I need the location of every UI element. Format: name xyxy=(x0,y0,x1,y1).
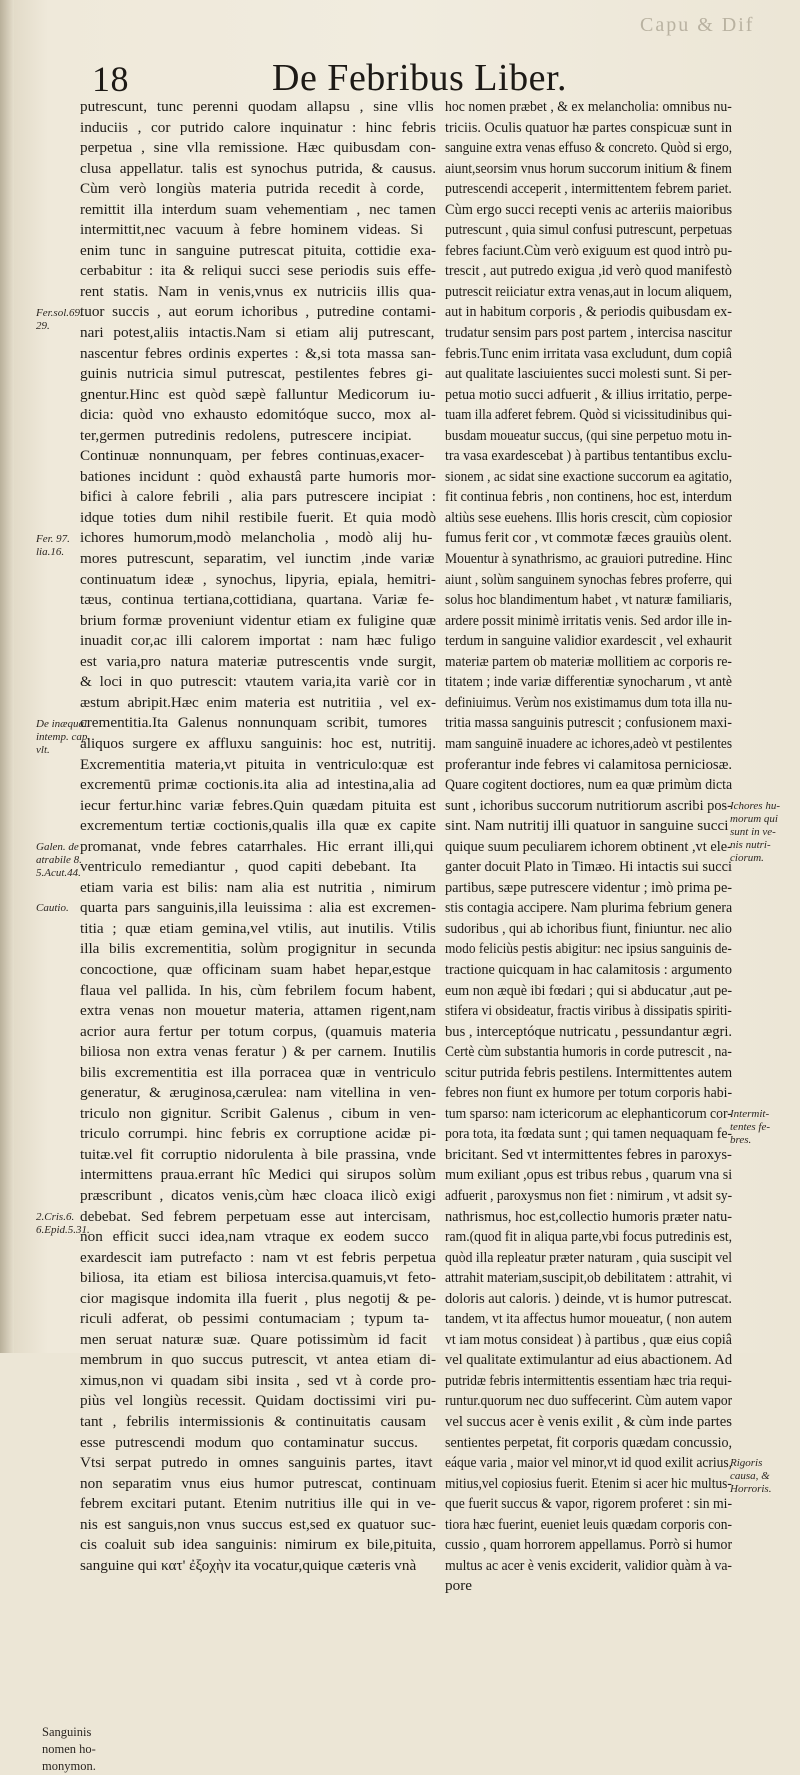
text-line: stifera vi obsideatur, fractis viribus à dissipatis spiriti- xyxy=(445,1002,732,1020)
text-line: riculi adferat, ob pessimi contumaciam ; typum ta- xyxy=(80,1310,430,1328)
text-line: triculo non gignitur. Scribit Galenus , cibum in ven- xyxy=(80,1104,436,1122)
text-line: proferantur inde febres vi calamitosa perniciosæ. xyxy=(445,755,733,773)
text-line: pora tota, ita fœdata sunt ; qui tamen nequaquam fe- xyxy=(445,1125,733,1143)
text-line: multus ac acer è venis exciderit, validior quàm à va- xyxy=(445,1556,732,1574)
text-line: tractione quicquam in hac calamitosis : argumento xyxy=(445,960,732,978)
text-line: partibus, sæpe putrescere videntur ; imò prima pe- xyxy=(445,878,733,896)
text-line: extra venas non mouetur materia, attamen rigent,nam xyxy=(80,1002,436,1020)
margin-note: Galen. de atrabile 8. 5.Acut.44. xyxy=(36,840,82,879)
text-line: titatem ; inde variæ differentiæ synocharum , vt antè xyxy=(445,673,732,691)
text-line: non separatim vnus eius humor putrescat, continuam xyxy=(80,1474,437,1492)
text-line: aliquos surgere ex affluxu sanguinis: hoc est, nutritij. xyxy=(80,734,436,752)
margin-note: Rigoris causa, & Horroris. xyxy=(730,1457,772,1496)
text-line: men seruat naturæ suæ. Quare potissimùm id facit xyxy=(80,1330,427,1348)
text-line: febres non fiunt ex humore per totum corporis habi- xyxy=(445,1084,733,1102)
text-line: definiuimus. Verùm nos existimamus dum tota illa nu- xyxy=(445,693,733,711)
text-line: aiunt , solùm sanguinem synochas febres proferre, qui xyxy=(445,570,733,588)
text-line: tum sparso: nam ictericorum ac elephanticorum cor- xyxy=(445,1104,732,1122)
text-line: bationes incidunt : quòd exhaustâ parte humoris mor- xyxy=(80,467,436,485)
text-line: præscribunt , dicatos venis,cùm hæc cloaca ilicò exigi xyxy=(80,1186,436,1204)
text-line: nathrismus, hoc est,collectio humoris præter natu- xyxy=(445,1207,733,1225)
text-line: idque toties dum nihil restibile fuerit. Et quia modò xyxy=(80,508,437,526)
text-line: fit continua febris , non continens, hoc est, interdum xyxy=(445,488,732,506)
margin-note: Intermit- tentes fe- bres. xyxy=(730,1107,771,1146)
text-line: sanguine extra venas effuso & concreto. Quòd si ergo, xyxy=(445,139,733,157)
text-line: runtur.quorum nec duo suffecerint. Cùm autem vapor xyxy=(445,1392,733,1410)
text-line: titia ; quæ etiam gemina,vel vtilis, aut inutilis. Vtilis xyxy=(80,919,436,937)
text-line: est varia,pro natura materiæ putrescentis vnde surgit, xyxy=(80,652,437,670)
text-line: ventriculo remediantur , quod capiti debebant. Ita xyxy=(80,858,417,876)
text-line: guinis nutricia simul putrescat, pestilentes febres gi- xyxy=(80,365,433,383)
gutter-shadow xyxy=(0,0,14,1353)
margin-note: De inæqual. intemp. cap. vlt. xyxy=(36,717,91,756)
text-line: esse putrescendi modum quo contaminatur succus. xyxy=(80,1433,418,1451)
text-line: non efficit succi idea,nam vtraque ex eodem succo xyxy=(80,1228,429,1246)
text-line: aiunt,seorsim vnus horum succorum initium & finem xyxy=(445,159,732,177)
text-line: illa bilis excrementitia, solùm progignitur in secunda xyxy=(80,940,437,958)
text-line: sionem , ac sidat sine exactione succorum ea agitatio, xyxy=(445,467,733,485)
text-line: pore xyxy=(445,1577,472,1595)
text-line: doloris aut caloris. ) deinde, vt is humor putrescat. xyxy=(445,1289,732,1307)
margin-note: Ichores hu- morum qui sunt in ve- nis nutri- ciorum. xyxy=(730,799,780,864)
text-line: promanat, vnde febres catarrhales. Hic errant illi,qui xyxy=(80,837,434,855)
margin-note: Cautio. xyxy=(36,902,69,915)
text-line: induciis , cor putrido calore inquinatur : hinc febris xyxy=(80,118,436,136)
text-line: altiùs sese euehens. Illis horis crescit, cùm copiosior xyxy=(445,508,733,526)
text-line: stis contagia accipere. Nam plurima febrium genera xyxy=(445,899,733,917)
text-line: cussio , quam horrorem appellamus. Porrò si humor xyxy=(445,1536,733,1554)
text-line: bifici à calore febrili , alia pars putrescere incipiat : xyxy=(80,488,436,506)
text-line: nis est sanguis,non vnus succus est,sed ex quatuor suc- xyxy=(80,1515,436,1533)
text-line: vel succus acer è venis exilit , & cùm inde partes xyxy=(445,1413,732,1430)
text-line: quòd illa repleatur præter naturam , quia suscipit vel xyxy=(445,1248,733,1266)
text-line: & loci in quo putrescit: vtautem varia,ita variè cor in xyxy=(80,673,436,691)
text-line: tant , febrilis intermissionis & continuitatis causam xyxy=(80,1413,427,1430)
text-line: tuam illa adferet febrem. Quòd si vicissitudinibus qui- xyxy=(445,406,732,424)
text-line: sanguine qui κατ' ἐξοχὴν ita vocatur,quique cæteris vnà xyxy=(80,1556,417,1574)
text-line: generatur, & æruginosa,cærulea: nam vitellina in ven- xyxy=(80,1084,437,1102)
text-line: febris.Tunc enim irritata vasa excludunt, dum copiâ xyxy=(445,344,732,362)
text-line: triculo corrumpi. hinc febris ex corruptione acidæ pi- xyxy=(80,1125,437,1143)
text-line: putrescendi acceperit , intermittentem febrem pariet. xyxy=(445,180,732,198)
text-line: bus , interceptóque nutricatu , pessundantur ægri. xyxy=(445,1022,733,1040)
text-line: putrescunt , quia simul confusi putrescunt, perpetuas xyxy=(445,221,733,239)
text-line: remittit illa interdum suam vehementiam , nec tamen xyxy=(80,200,437,218)
text-line: Certè cùm substantia humoris in corde putrescit , na- xyxy=(445,1043,732,1061)
text-line: mam sanguinē inuadere ac ichores,adeò vt pestilentes xyxy=(445,734,733,752)
text-line: clusa appellatur. talis est synochus putrida, & causus. xyxy=(80,159,436,177)
text-line: biliosa non extra venas feratur ) & per carnem. Inutilis xyxy=(80,1043,437,1061)
text-line: mitius,vel copiosius fuerit. Etenim si acer hic multus- xyxy=(445,1474,732,1492)
text-line: putrescit reiiciatur extra venas,aut in locum aliquem, xyxy=(445,282,733,300)
text-line: aut qualitate lasciuientes succi molesti sunt. Si per- xyxy=(445,365,732,383)
text-line: trescit , aut putredo exigua ,id verò quod manifestò xyxy=(445,262,732,280)
text-line: cior magisque indomita illa fuerit , plus negotij & pe- xyxy=(80,1289,437,1307)
text-line: etiam varia est bilis: nam alia est nutritia , nimirum xyxy=(80,878,436,896)
text-line: putridæ febris intermittentis essentiam hæc tria requi- xyxy=(445,1371,732,1389)
text-line: intermittens praua.errant hîc Medici qui sirupos solùm xyxy=(80,1166,436,1184)
text-line: Cùm verò longiùs materia putrida recedit à corde, xyxy=(80,180,424,198)
text-line: gnentur.Hinc est quòd sæpè falluntur Medicorum iu- xyxy=(80,385,436,403)
text-line: petua motio succi adfuerit , & illius irritatio, perpe- xyxy=(445,385,732,403)
text-line: busdam moueatur succus, (qui sine perpetuo motu in- xyxy=(445,426,732,444)
text-line: continuatum ideæ , synochus, lipyria, epiala, hemitri- xyxy=(80,570,436,588)
text-line: Mouentur à synathrismo, ac grauiori putredine. Hinc xyxy=(445,550,733,568)
text-line: eum non æquè ibi fœdari ; qui si abducatur ,aut pe- xyxy=(445,981,733,999)
text-line: triciis. Oculis quatuor hæ partes conspicuæ sunt in xyxy=(445,118,732,136)
text-line: terdum in sanguine validior exardescit , vel exhaurit xyxy=(445,632,732,650)
text-line: ram.(quod fit in aliqua parte,vbi focus putredinis est, xyxy=(445,1228,733,1246)
text-line: mum exiliant ,opus est tribus rebus , quarum vna si xyxy=(445,1166,733,1184)
text-line: tritia massa sanguinis putrescit ; confusionem maxi- xyxy=(445,714,732,732)
text-line: scitur putrida febris pestilens. Intermittentes autem xyxy=(445,1063,733,1081)
text-line: Excrementitia materia,vt pituita in ventriculo:quæ est xyxy=(80,755,434,773)
text-line: Cùm ergo succi recepti venis ac arteriis maioribus xyxy=(445,200,733,218)
text-line: materiæ partem ob materiæ mollitiem ac corporis re- xyxy=(445,652,732,670)
text-line: febrem excitari putant. Etenim nutritius ille qui in ve- xyxy=(80,1495,436,1513)
text-line: sint. Nam nutritij illi quatuor in sanguine succi xyxy=(445,817,729,835)
text-line: sunt , ichoribus succorum nutritiorum ascribi pos- xyxy=(445,796,732,814)
text-line: Vtsi serpat putredo in omnes sanguinis partes, itavt xyxy=(80,1454,433,1472)
text-line: tuitæ.vel fit corruptio nidorulenta à bile prassina, vnde xyxy=(80,1145,437,1163)
text-line: attrahit materiam,suscipit,ob debilitatem : attrahit, vi xyxy=(445,1269,733,1287)
page-number: 18 xyxy=(92,59,129,99)
margin-note: Sanguinis nomen ho- monymon. xyxy=(42,1725,96,1774)
text-line: tæus, continua tertiana,cottidiana, quartana. Variæ fe- xyxy=(80,591,435,609)
running-title: De Febribus Liber. xyxy=(272,57,568,99)
text-line: sentientes perpetat, fit corporis quædam concussio, xyxy=(445,1433,733,1451)
text-line: tandem, vt ita affectus humor moueatur, ( non autem xyxy=(445,1310,732,1328)
text-line: que fuerit succus & vapor, rigorem proferet : sin mi- xyxy=(445,1495,733,1513)
text-line: cis coaluit sub idea sanguinis: nimirum ex bile,pituita, xyxy=(80,1536,437,1554)
text-line: nari potest,aliis intactis.Nam si etiam alij putrescant, xyxy=(80,324,435,342)
text-line: nascentur febres ordinis expertes : &,si tota massa san- xyxy=(80,344,437,362)
text-line: mores putrescunt, separatim, vel iunctim ,inde variæ xyxy=(80,550,435,568)
margin-note: Fer. 97. lia.16. xyxy=(36,532,70,558)
text-line: trudatur sensim pars post partem , intercisa nascitur xyxy=(445,324,732,342)
text-line: sudoribus , qui ab ichoribus fiunt, finiuntur. nec alio xyxy=(445,919,732,937)
text-line: ganter docuit Plato in Timæo. Hi intactis sui succi xyxy=(445,858,732,876)
text-line: inuadit cor,ac illi calorem importat : nam hæc fuligo xyxy=(80,632,437,650)
text-line: adfuerit , paroxysmus non fiet : nimirum , vt adsit sy- xyxy=(445,1186,733,1204)
bleed-through-text: Capu & Dif xyxy=(640,14,755,36)
text-line: aut in habitum corporis , & periodis quibusdam ex- xyxy=(445,303,732,321)
text-line: enim tunc in sanguine putrescat pituita, cottidie exa- xyxy=(80,241,437,259)
text-line: tuor succis , aut eorum ichoribus , putredine contami- xyxy=(80,303,436,321)
left-text-column xyxy=(80,97,436,1576)
text-line: crementitia.Ita Galenus nonnunquam scribit, tumores xyxy=(80,714,428,732)
text-line: perpetua , sine vlla remissione. Hæc quibusdam con- xyxy=(80,139,436,157)
margin-note: Fer.sol.69. 29. xyxy=(36,306,83,332)
text-line: debebat. Sed febrem perpetuam esse aut intercisam, xyxy=(80,1207,431,1225)
text-line: eáque varia , maior vel minor,vt id quod exilit acrius, xyxy=(445,1454,732,1472)
text-line: modo feliciùs pestis abigitur: nec ipsius sanguinis de- xyxy=(445,940,732,958)
text-line: quarta pars sanguinis,illa leuissima : alia est excremen- xyxy=(80,899,436,917)
text-line: solus hoc blandimentum habet , vt naturæ familiaris, xyxy=(445,591,733,609)
text-line: exardescit iam putrefacto : nam vt est febris perpetua xyxy=(80,1248,437,1266)
text-line: ichores humorum,modò melancholia , modò alij hu- xyxy=(80,529,433,547)
text-line: Quare cogitent doctiores, num ea quæ primùm dicta xyxy=(445,776,733,794)
text-line: bricitant. Sed vt intermittentes febres in paroxys- xyxy=(445,1145,732,1163)
text-line: biliosa, ita etiam est biliosa intercisa.quamuis,vt feto- xyxy=(80,1269,437,1287)
text-line: brium formæ proveniunt videntur etiam ex fuligine quæ xyxy=(80,611,436,629)
text-line: quique suum peculiarem ichorem obtinent ,vt ele- xyxy=(445,837,732,855)
text-line: concoctione, quæ officinam suam habet hepar,estque xyxy=(80,960,431,978)
text-line: ardere possit minimè irritatis venis. Sed ardor ille in- xyxy=(445,611,732,629)
text-line: intermittit,nec vacuum à febre hominem videas. Si xyxy=(80,221,424,239)
text-line: hoc nomen præbet , & ex melancholia: omnibus nu- xyxy=(445,98,732,115)
text-line: ter,germen putredinis redolens, putrescere incipiat. xyxy=(80,426,412,444)
text-line: ximus,non vi quadam sibi insita , sed vt à corde pro- xyxy=(80,1371,437,1389)
text-line: bilis excrementitia est illa porracea quæ in ventriculo xyxy=(80,1063,437,1081)
text-line: dicia: quòd vno exhausto edomitóque succo, mox al- xyxy=(80,406,436,424)
text-line: iecur fertur.hinc variæ febres.Quin quædam pituita est xyxy=(80,796,437,814)
text-line: æstum abripit.Hæc enim materia est nutritiia , vel ex- xyxy=(80,693,437,711)
text-line: tiora hæc fuerint, eueniet leuis quædam corporis con- xyxy=(445,1515,732,1533)
text-line: Continuæ nonnunquam, per febres continuas,exacer- xyxy=(80,447,425,465)
text-line: excrementū primæ coctionis.ita alia ad intestina,alia ad xyxy=(80,776,436,794)
text-line: vt iam motus consideat ) à partibus , quæ eius copiâ xyxy=(445,1330,732,1348)
text-line: vel qualitate extimulantur ad eius abactionem. Ad xyxy=(445,1351,733,1369)
margin-note: 2.Cris.6. 6.Epid.5.31. xyxy=(36,1210,90,1236)
text-line: fumus ferit cor , vt commotæ fæces grauiùs olent. xyxy=(445,529,732,547)
right-text-column xyxy=(445,97,732,1597)
text-line: membrum in quo succus putrescit, vt antea etiam di- xyxy=(80,1351,437,1369)
text-line: acrior aura fertur per totum corpus, (quamuis materia xyxy=(80,1022,436,1040)
text-line: excrementum tertiæ coctionis,qualis illa quæ ex capite xyxy=(80,817,436,835)
text-line: flaua vel pallida. In his, cùm febrilem focum habent, xyxy=(80,981,436,999)
text-line: piùs vel longiùs recessit. Quidam doctissimi viri pu- xyxy=(80,1392,436,1410)
text-line: febres faciunt.Cùm verò exiguum est quod intrò pu- xyxy=(445,241,733,259)
text-line: rent statis. Nam in venis,vnus ex nutriciis illis qua- xyxy=(80,282,436,300)
text-line: tra vasa exardescebat ) à partibus tentantibus exclu- xyxy=(445,447,733,465)
text-line: cerbabitur : ita & reliqui succi sese periodis suis effe- xyxy=(80,262,436,280)
text-line: putrescunt, tunc perenni quodam allapsu , sine vllis xyxy=(80,98,434,115)
